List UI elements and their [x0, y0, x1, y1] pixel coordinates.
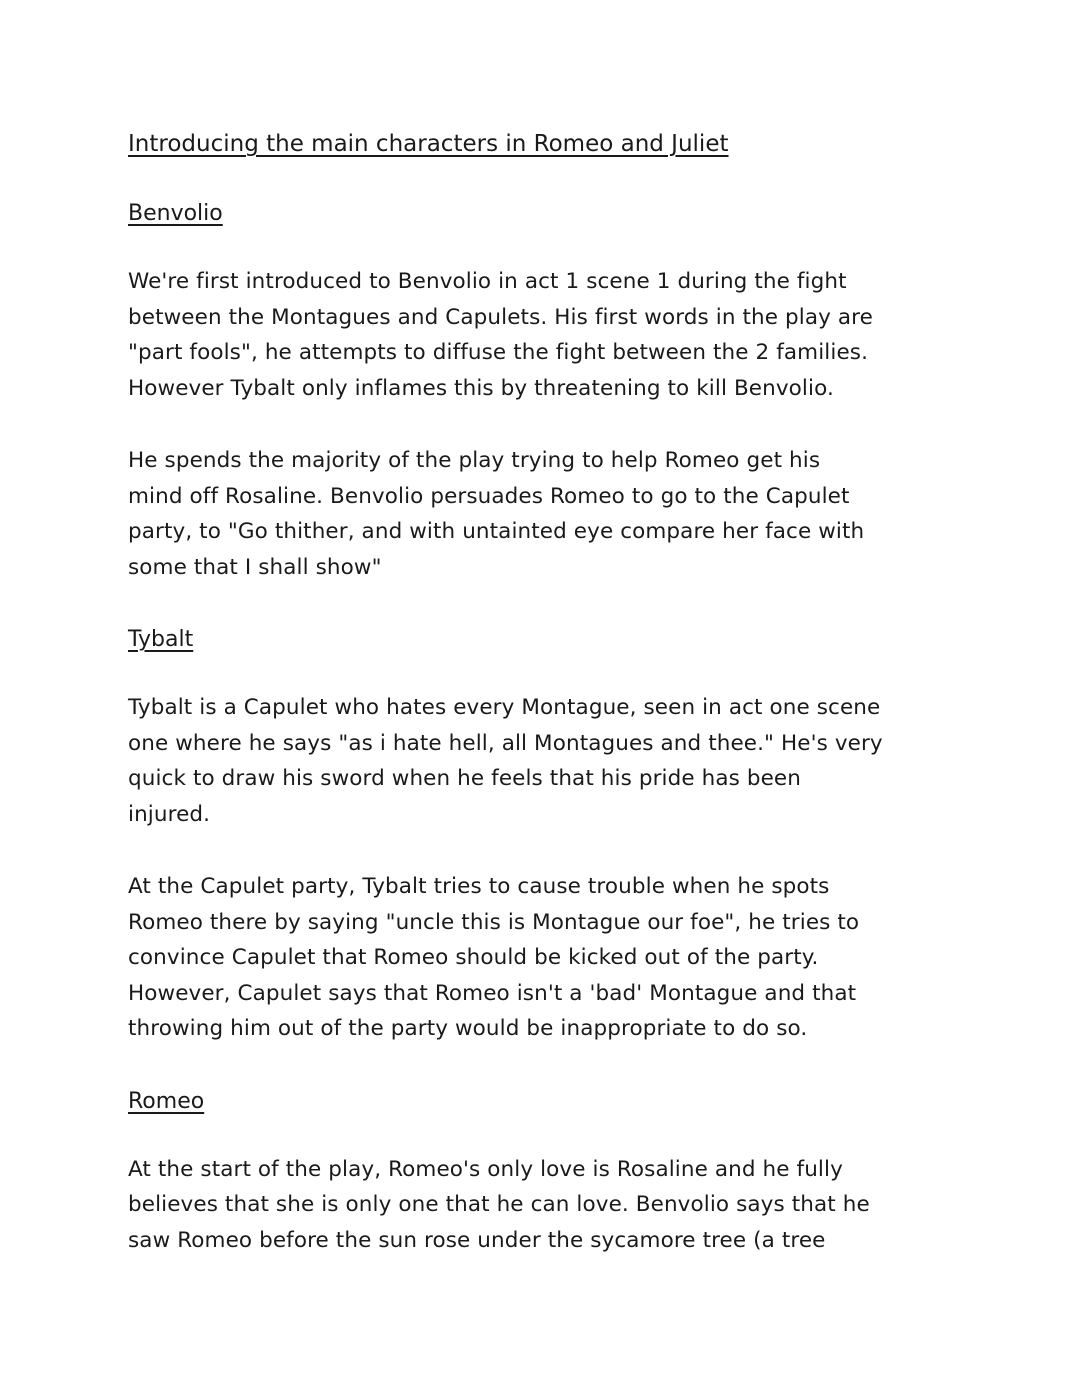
paragraph: He spends the majority of the play trying to help Romeo get his mind off Rosaline. Benvolio persuades Romeo to go to the Capulet party, to "Go thither, and with untainted eye compare her face with some that I shall show": [128, 448, 865, 580]
paragraph: We're first introduced to Benvolio in act 1 scene 1 during the fight between the Montagues and Capulets. His first words in the play are "part fools", he attempts to diffuse the fight between the 2 families. However Tybalt only inflames this by threatening to kill Benvolio.: [128, 269, 873, 401]
section-tybalt: [128, 622, 958, 1047]
paragraph: At the start of the play, Romeo's only love is Rosaline and he fully believes that she is only one that he can love. Benvolio says that he saw Romeo before the sun rose under the sycamore tree (a tree: [128, 1156, 870, 1253]
document-page: [128, 126, 958, 1295]
section-heading-tybalt: Tybalt: [128, 627, 194, 652]
section-heading-benvolio: Benvolio: [128, 201, 223, 226]
paragraph: At the Capulet party, Tybalt tries to cause trouble when he spots Romeo there by saying "uncle this is Montague our foe", he tries to convince Capulet that Romeo should be kicked out of the party. However, Capulet says that Romeo isn't a 'bad' Montague and that throwing him out of the party would be inappropriate to do so.: [128, 874, 860, 1041]
section-romeo: [128, 1084, 958, 1259]
paragraph: Tybalt is a Capulet who hates every Montague, seen in act one scene one where he says "as i hate hell, all Montagues and thee." He's very quick to draw his sword when he feels that his pride has been injured.: [128, 695, 883, 827]
document-title: Introducing the main characters in Romeo and Juliet: [128, 131, 729, 157]
section-heading-romeo: Romeo: [128, 1088, 205, 1114]
section-benvolio: [128, 196, 958, 585]
